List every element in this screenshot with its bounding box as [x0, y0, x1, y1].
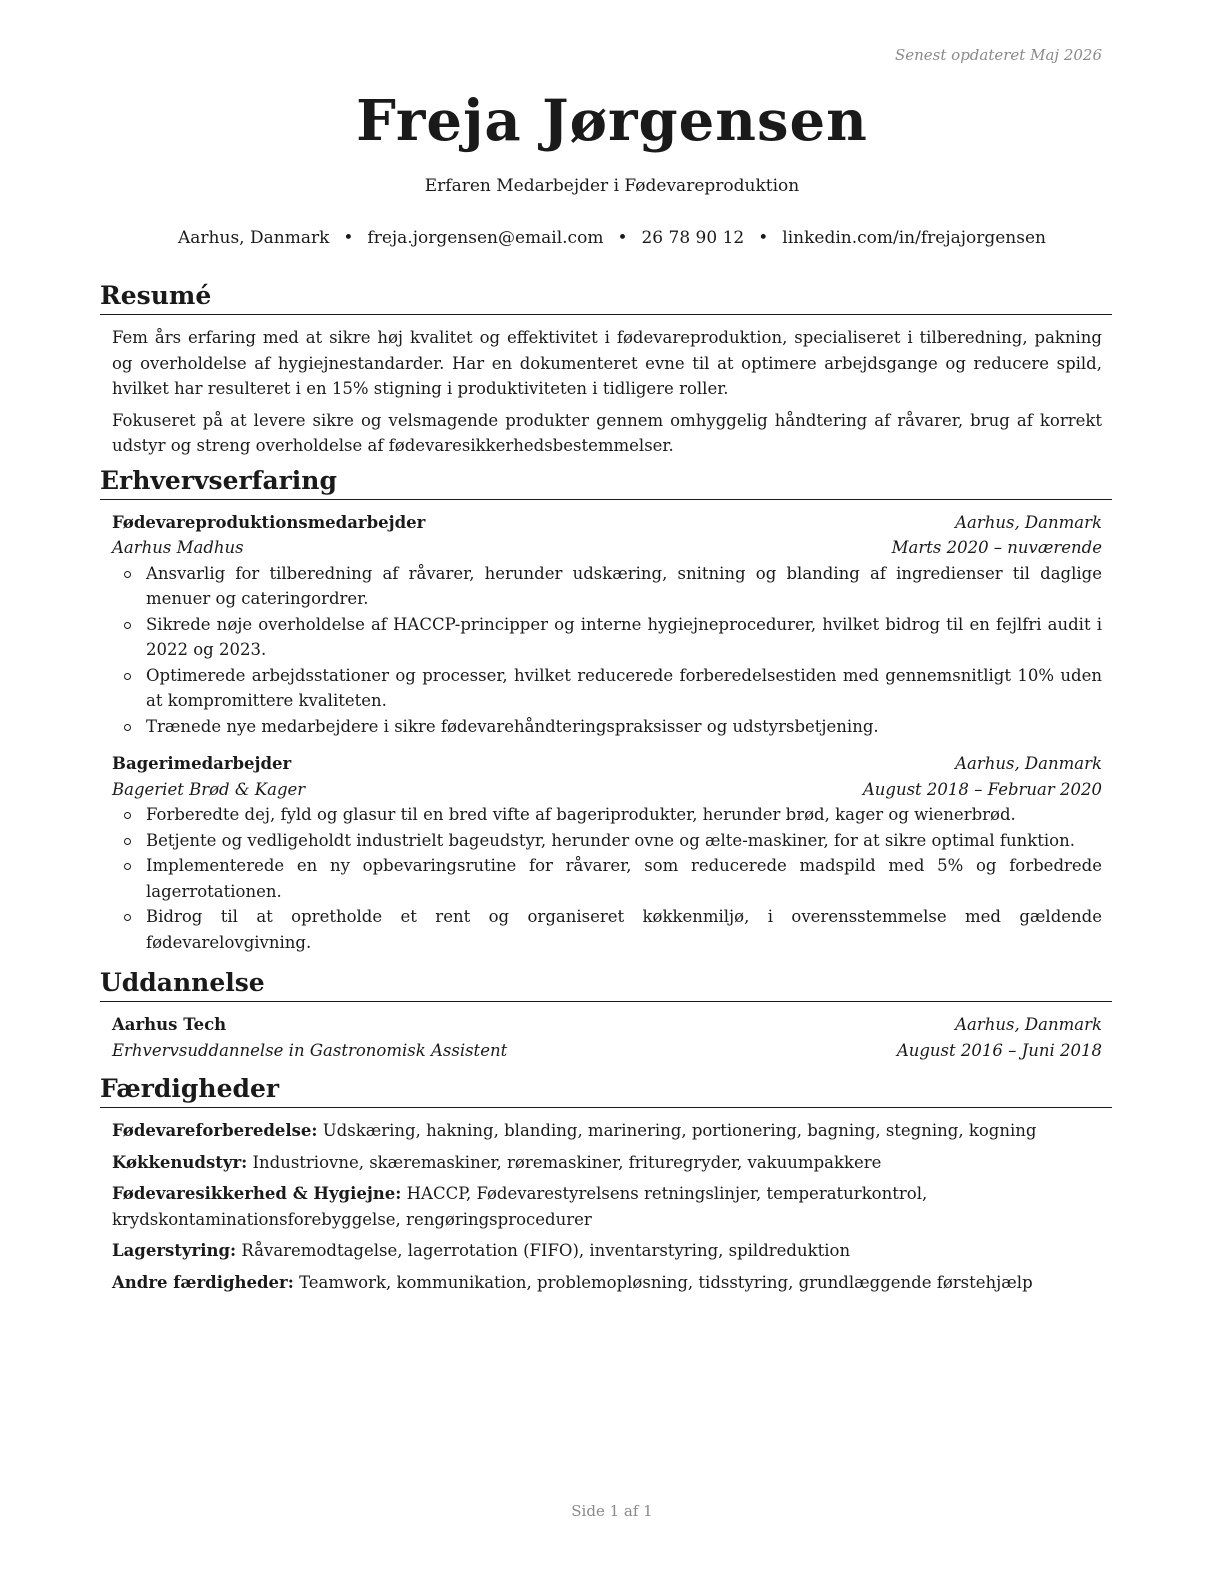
job-entry — [112, 751, 1102, 955]
skill-label: Fødevareforberedelse: — [112, 1121, 318, 1140]
skill-value: Udskæring, hakning, blanding, marinering, portionering, bagning, stegning, kogning — [322, 1121, 1037, 1140]
skill-label: Fødevaresikkerhed & Hygiejne: — [112, 1184, 402, 1203]
contact-location: Aarhus, Danmark — [178, 228, 330, 248]
job-location: Aarhus, Danmark — [955, 754, 1102, 773]
experience-heading: Erhvervserfaring — [100, 465, 1112, 500]
education-heading: Uddannelse — [100, 967, 1112, 1002]
contact-separator: • — [343, 228, 354, 248]
skill-row — [112, 1238, 1102, 1264]
summary-paragraph: Fokuseret på at levere sikre og velsmagende produkter gennem omhyggelig håndtering af råvarer, brug af korrekt udstyr og streng overholdelse af fødevaresikkerhedsbestemmelser. — [112, 410, 1102, 455]
last-updated-note: Senest opdateret Maj 2026 — [894, 46, 1102, 64]
job-role: Fødevareproduktionsmedarbejder — [112, 512, 426, 532]
job-bullets — [112, 802, 1102, 955]
contact-email-link[interactable]: freja.jorgensen@email.com — [367, 228, 604, 248]
job-bullet: Sikrede nøje overholdelse af HACCP-principper og interne hygiejneprocedurer, hvilket bidrog til en fejlfri audit i 2022 og 2023. — [112, 612, 1102, 663]
education-school: Aarhus Tech — [112, 1015, 227, 1034]
summary-section — [100, 280, 1112, 459]
summary-heading: Resumé — [100, 280, 1112, 315]
skill-label: Andre færdigheder: — [112, 1272, 294, 1292]
job-location: Aarhus, Danmark — [955, 512, 1102, 532]
candidate-tagline: Erfaren Medarbejder i Fødevareproduktion — [424, 176, 800, 196]
skill-value: Teamwork, kommunikation, problemopløsning, tidsstyring, grundlæggende førstehjælp — [299, 1272, 1033, 1292]
job-role: Bagerimedarbejder — [112, 754, 292, 773]
contact-separator: • — [617, 228, 628, 248]
education-dates: August 2016 – Juni 2018 — [896, 1040, 1102, 1060]
job-bullet: Trænede nye medarbejdere i sikre fødevarehåndteringspraksisser og udstyrsbetjening. — [112, 714, 1102, 740]
skill-value: Industriovne, skæremaskiner, røremaskiner, frituregryder, vakuumpakkere — [252, 1152, 882, 1172]
job-bullet: Ansvarlig for tilberedning af råvarer, herunder udskæring, snitning og blanding af ingredienser til daglige menuer og cateringordrer. — [112, 561, 1102, 612]
job-bullets — [112, 561, 1102, 740]
job-dates: August 2018 – Februar 2020 — [862, 779, 1102, 799]
education-degree: Erhvervsuddannelse in Gastronomisk Assistent — [112, 1040, 508, 1060]
job-company: Aarhus Madhus — [112, 538, 244, 557]
job-entry — [112, 510, 1102, 740]
experience-section — [100, 465, 1112, 956]
contact-phone: 26 78 90 12 — [641, 228, 745, 248]
skill-label: Køkkenudstyr: — [112, 1152, 248, 1172]
contact-line — [0, 228, 1224, 248]
skills-section — [100, 1073, 1112, 1295]
contact-separator: • — [758, 228, 769, 248]
skills-heading: Færdigheder — [100, 1073, 1112, 1108]
summary-paragraph: Fem års erfaring med at sikre høj kvalitet og effektivitet i fødevareproduktion, specialiseret i tilberedning, pakning og overholdelse af hygiejnestandarder. Har en dokumenteret evne til at optimere arbejdsgange og reducere spild, hvilket har resulteret i en 15% stigning i produktiviteten i tidligere roller. — [112, 328, 1102, 398]
skill-row — [112, 1270, 1102, 1296]
contact-linkedin-link[interactable]: linkedin.com/in/frejajorgensen — [782, 228, 1046, 248]
job-dates: Marts 2020 – nuværende — [891, 538, 1102, 557]
skill-value: HACCP, Fødevarestyrelsens retningslinjer, temperaturkontrol, krydskontaminationsforebyggelse, rengøringsprocedurer — [112, 1184, 928, 1229]
resume-content — [100, 280, 1112, 1301]
candidate-name: Freja Jørgensen — [356, 88, 868, 154]
skill-value: Råvaremodtagelse, lagerrotation (FIFO), inventarstyring, spildreduktion — [241, 1241, 851, 1260]
job-bullet: Forberedte dej, fyld og glasur til en bred vifte af bageriprodukter, herunder brød, kager og wienerbrød. — [112, 802, 1102, 828]
page-number: Side 1 af 1 — [571, 1502, 653, 1520]
job-bullet: Implementerede en ny opbevaringsrutine for råvarer, som reducerede madspild med 5% og forbedrede lagerrotationen. — [112, 853, 1102, 904]
education-location: Aarhus, Danmark — [955, 1015, 1102, 1034]
education-section — [100, 967, 1112, 1063]
job-bullet: Optimerede arbejdsstationer og processer, hvilket reducerede forberedelsestiden med gennemsnitligt 10% uden at kompromittere kvaliteten. — [112, 663, 1102, 714]
job-bullet: Betjente og vedligeholdt industrielt bageudstyr, herunder ovne og ælte-maskiner, for at sikre optimal funktion. — [112, 828, 1102, 854]
job-bullet: Bidrog til at opretholde et rent og organiseret køkkenmiljø, i overensstemmelse med gældende fødevarelovgivning. — [112, 904, 1102, 955]
skill-row — [112, 1118, 1102, 1144]
skill-label: Lagerstyring: — [112, 1241, 237, 1260]
skill-row — [112, 1150, 1102, 1176]
skill-row — [112, 1181, 1102, 1232]
job-company: Bageriet Brød & Kager — [112, 779, 306, 799]
